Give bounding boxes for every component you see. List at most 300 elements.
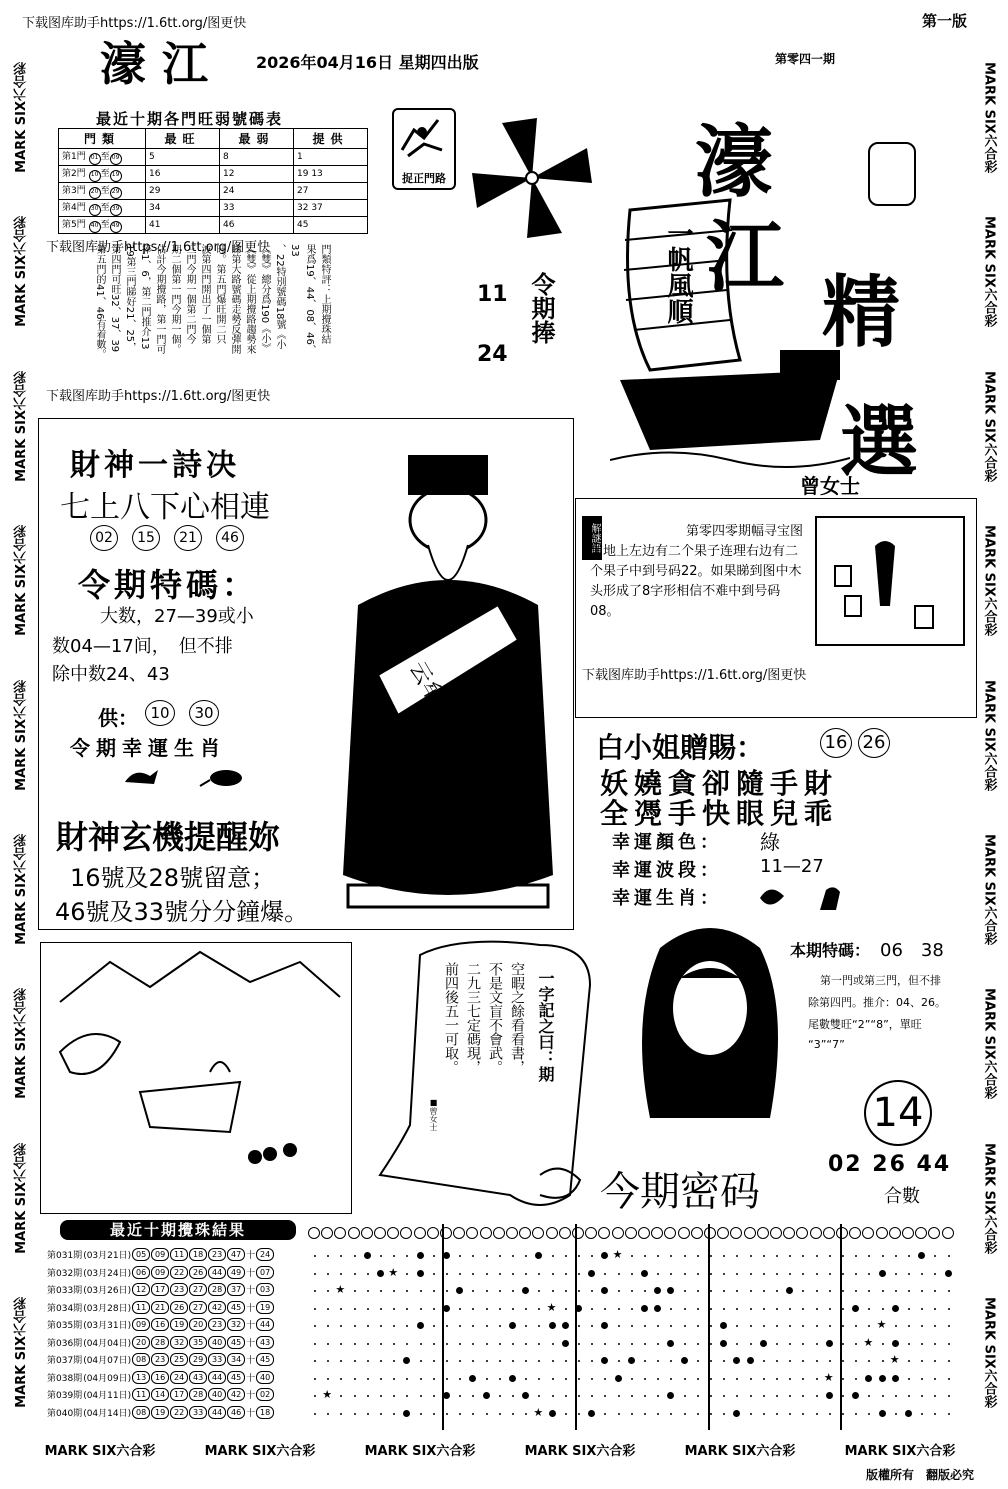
table-row	[47, 1388, 274, 1401]
empty-dot	[512, 1395, 514, 1397]
empty-dot	[697, 1273, 699, 1275]
empty-dot	[314, 1308, 316, 1310]
empty-dot	[591, 1378, 593, 1380]
empty-dot	[578, 1290, 580, 1292]
empty-dot	[921, 1360, 923, 1362]
empty-dot	[670, 1360, 672, 1362]
special-text-3: 除中数24、43	[52, 664, 170, 685]
special-ball: 18	[256, 1406, 274, 1419]
empty-dot	[697, 1308, 699, 1310]
number-ball: 40	[208, 1336, 226, 1349]
drawn-number-dot	[667, 1392, 674, 1399]
empty-dot	[433, 1255, 435, 1257]
empty-dot	[367, 1395, 369, 1397]
empty-dot	[723, 1308, 725, 1310]
drawn-number-dot	[628, 1357, 635, 1364]
empty-dot	[736, 1325, 738, 1327]
column-number-marker	[876, 1227, 888, 1239]
empty-dot	[670, 1413, 672, 1415]
jingxuan-char-1: 濠	[695, 117, 774, 208]
column-number-marker	[559, 1227, 571, 1239]
empty-dot	[908, 1255, 910, 1257]
number-ball: 08	[132, 1406, 150, 1419]
empty-dot	[314, 1290, 316, 1292]
table-row	[47, 1353, 274, 1366]
empty-dot	[657, 1395, 659, 1397]
empty-dot	[657, 1325, 659, 1327]
number-ball: 49	[227, 1266, 245, 1279]
drawn-number-dot	[483, 1392, 490, 1399]
empty-dot	[631, 1290, 633, 1292]
drawn-number-dot	[522, 1392, 529, 1399]
table-row	[47, 1406, 274, 1419]
empty-dot	[802, 1255, 804, 1257]
empty-dot	[816, 1378, 818, 1380]
zodiac-animals-icon	[120, 762, 260, 792]
empty-dot	[591, 1308, 593, 1310]
empty-dot	[486, 1308, 488, 1310]
empty-dot	[723, 1255, 725, 1257]
empty-dot	[895, 1273, 897, 1275]
caishen-poem: 七上八下心相連	[60, 490, 270, 525]
empty-dot	[763, 1273, 765, 1275]
empty-dot	[855, 1325, 857, 1327]
empty-dot	[380, 1395, 382, 1397]
empty-dot	[855, 1360, 857, 1362]
drawn-number-dot	[588, 1410, 595, 1417]
border-text: MARK SIX六合彩	[524, 1443, 636, 1459]
empty-dot	[393, 1290, 395, 1292]
empty-dot	[486, 1325, 488, 1327]
empty-dot	[763, 1308, 765, 1310]
number-ball: 10	[145, 700, 175, 726]
special-text-1: 大数，27—39或小	[100, 606, 254, 627]
comment-line: 波第四門開出了一個第	[199, 244, 210, 344]
empty-dot	[538, 1325, 540, 1327]
number-ball: 32	[227, 1318, 245, 1331]
to-label: 至	[100, 220, 110, 230]
empty-dot	[697, 1325, 699, 1327]
empty-dot	[776, 1255, 778, 1257]
column-number-marker	[730, 1227, 742, 1239]
empty-dot	[948, 1378, 950, 1380]
empty-dot	[895, 1255, 897, 1257]
number-ball: 33	[208, 1353, 226, 1366]
empty-dot	[802, 1413, 804, 1415]
number-ball: 44	[208, 1266, 226, 1279]
empty-dot	[802, 1360, 804, 1362]
empty-dot	[578, 1378, 580, 1380]
empty-dot	[802, 1325, 804, 1327]
number-ball: 45	[227, 1301, 245, 1314]
number-ball: 20	[189, 1318, 207, 1331]
plus-sign: 十	[246, 1373, 256, 1384]
comment-line: 門類特評：上期攪珠結	[319, 244, 330, 344]
empty-dot	[406, 1395, 408, 1397]
empty-dot	[459, 1273, 461, 1275]
empty-dot	[327, 1325, 329, 1327]
empty-dot	[776, 1413, 778, 1415]
comment-line: 、22特別號碼18號《小	[274, 244, 285, 350]
border-text: MARK SIX六合彩	[981, 370, 997, 482]
empty-dot	[499, 1395, 501, 1397]
door-from: 10	[89, 170, 101, 182]
number-ball: 11	[170, 1248, 188, 1261]
empty-dot	[842, 1343, 844, 1345]
empty-dot	[486, 1290, 488, 1292]
border-text: MARK SIX六合彩	[13, 988, 29, 1100]
comment-line: 睇第大路號碼走勢反彈開	[229, 244, 240, 354]
drawn-number-dot	[892, 1305, 899, 1312]
empty-dot	[697, 1360, 699, 1362]
plus-sign: 十	[246, 1408, 256, 1419]
plus-sign: 十	[246, 1391, 256, 1401]
empty-dot	[314, 1255, 316, 1257]
number-ball: 25	[170, 1353, 188, 1366]
jingxuan-char-4: 選	[840, 397, 919, 488]
bang-number-1: 11	[477, 282, 508, 307]
miss-bai-numbers	[820, 728, 890, 758]
column-number-marker	[400, 1227, 412, 1239]
column-number-marker	[572, 1227, 584, 1239]
number-ball: 35	[189, 1336, 207, 1349]
drawn-number-dot	[945, 1270, 952, 1277]
empty-dot	[512, 1290, 514, 1292]
empty-dot	[459, 1413, 461, 1415]
empty-dot	[525, 1413, 527, 1415]
special-number-star: ★	[388, 1265, 399, 1279]
empty-dot	[670, 1378, 672, 1380]
drawn-number-dot	[892, 1375, 899, 1382]
column-number-marker	[321, 1227, 333, 1239]
empty-dot	[670, 1308, 672, 1310]
empty-dot	[736, 1395, 738, 1397]
door-name: 第2門	[62, 169, 86, 179]
empty-dot	[657, 1378, 659, 1380]
empty-dot	[829, 1308, 831, 1310]
weak-value: 33	[220, 200, 294, 217]
empty-dot	[882, 1255, 884, 1257]
empty-dot	[499, 1413, 501, 1415]
drawn-number-dot	[377, 1270, 384, 1277]
empty-dot	[644, 1360, 646, 1362]
table-row	[47, 1248, 274, 1261]
empty-dot	[499, 1308, 501, 1310]
empty-dot	[420, 1308, 422, 1310]
number-ball: 44	[208, 1371, 226, 1384]
number-ball: 19	[151, 1406, 169, 1419]
table-row	[59, 183, 368, 200]
drawn-number-dot	[403, 1410, 410, 1417]
jingxuan-author: 曾女士	[800, 474, 860, 498]
column-number-marker	[453, 1227, 465, 1239]
empty-dot	[499, 1325, 501, 1327]
empty-dot	[552, 1273, 554, 1275]
empty-dot	[816, 1395, 818, 1397]
empty-dot	[644, 1343, 646, 1345]
empty-dot	[829, 1255, 831, 1257]
border-text: MARK SIX六合彩	[13, 216, 29, 328]
drawn-number-dot	[549, 1410, 556, 1417]
drawn-number-dot	[443, 1392, 450, 1399]
empty-dot	[921, 1273, 923, 1275]
drawn-number-dot	[443, 1252, 450, 1259]
column-number-marker	[480, 1227, 492, 1239]
empty-dot	[934, 1360, 936, 1362]
lucky-color-value: 綠	[760, 830, 780, 854]
issue-date: (03月21日)	[83, 1251, 132, 1261]
empty-dot	[895, 1395, 897, 1397]
empty-dot	[578, 1413, 580, 1415]
empty-dot	[618, 1360, 620, 1362]
empty-dot	[723, 1395, 725, 1397]
special-ball: 24	[256, 1248, 274, 1261]
scroll-signature: ■曾女士	[429, 1098, 438, 1131]
empty-dot	[538, 1378, 540, 1380]
right-border-strip	[978, 40, 1000, 1430]
empty-dot	[406, 1343, 408, 1345]
empty-dot	[684, 1273, 686, 1275]
drawn-number-dot	[681, 1357, 688, 1364]
pinwheel-logo	[462, 108, 602, 248]
table-row	[47, 1318, 274, 1331]
empty-dot	[842, 1395, 844, 1397]
empty-dot	[472, 1255, 474, 1257]
empty-dot	[921, 1378, 923, 1380]
empty-dot	[842, 1325, 844, 1327]
border-text: MARK SIX六合彩	[13, 833, 29, 945]
plus-sign: 十	[246, 1338, 256, 1349]
empty-dot	[618, 1273, 620, 1275]
column-number-marker	[744, 1227, 756, 1239]
table-row	[47, 1336, 274, 1349]
comment-line: 旺。第五門爆旺開二只	[214, 244, 225, 344]
door-to: 39	[110, 204, 122, 216]
empty-dot	[842, 1308, 844, 1310]
empty-dot	[327, 1290, 329, 1292]
door-to: 09	[110, 153, 122, 165]
empty-dot	[486, 1255, 488, 1257]
empty-dot	[591, 1395, 593, 1397]
tip-value: 45	[294, 217, 368, 234]
empty-dot	[802, 1290, 804, 1292]
number-ball: 23	[151, 1353, 169, 1366]
drawn-number-dot	[879, 1375, 886, 1382]
number-ball: 14	[151, 1388, 169, 1401]
special-number-star: ★	[823, 1370, 834, 1384]
lady-portrait-illustration	[620, 918, 800, 1128]
column-number-marker	[902, 1227, 914, 1239]
empty-dot	[538, 1308, 540, 1310]
empty-dot	[842, 1378, 844, 1380]
empty-dot	[591, 1360, 593, 1362]
lucky-color-label: 幸運顏色：	[612, 832, 722, 853]
empty-dot	[948, 1325, 950, 1327]
empty-dot	[697, 1255, 699, 1257]
empty-dot	[512, 1273, 514, 1275]
bang-number-2: 24	[477, 342, 508, 367]
empty-dot	[684, 1255, 686, 1257]
special-circle-number: 14	[864, 1080, 932, 1146]
empty-dot	[327, 1343, 329, 1345]
empty-dot	[499, 1290, 501, 1292]
empty-dot	[750, 1378, 752, 1380]
empty-dot	[393, 1255, 395, 1257]
empty-dot	[538, 1290, 540, 1292]
special-number-star: ★	[533, 1405, 544, 1419]
empty-dot	[829, 1413, 831, 1415]
hot-table-title: 最近十期各門旺弱號碼表	[96, 110, 284, 128]
column-number-marker	[506, 1227, 518, 1239]
empty-dot	[433, 1273, 435, 1275]
drawn-number-dot	[509, 1375, 516, 1382]
zodiac-snake-monkey-icon	[750, 880, 850, 916]
plus-sign: 十	[246, 1268, 256, 1279]
special-ball: 44	[256, 1318, 274, 1331]
empty-dot	[420, 1378, 422, 1380]
empty-dot	[340, 1360, 342, 1362]
empty-dot	[552, 1255, 554, 1257]
empty-dot	[354, 1413, 356, 1415]
empty-dot	[855, 1273, 857, 1275]
empty-dot	[934, 1273, 936, 1275]
catch-door-label: 捉正門路	[402, 172, 446, 185]
empty-dot	[459, 1325, 461, 1327]
drawn-number-dot	[733, 1410, 740, 1417]
empty-dot	[816, 1360, 818, 1362]
empty-dot	[354, 1395, 356, 1397]
empty-dot	[776, 1290, 778, 1292]
empty-dot	[393, 1378, 395, 1380]
number-ball: 28	[151, 1336, 169, 1349]
number-ball: 12	[132, 1283, 150, 1296]
empty-dot	[314, 1343, 316, 1345]
empty-dot	[327, 1273, 329, 1275]
empty-dot	[446, 1343, 448, 1345]
empty-dot	[908, 1325, 910, 1327]
drawn-number-dot	[522, 1287, 529, 1294]
empty-dot	[736, 1290, 738, 1292]
plus-sign: 十	[246, 1251, 256, 1261]
special-note-4: “3”“7”	[808, 1038, 845, 1051]
number-ball: 47	[227, 1248, 245, 1261]
empty-dot	[486, 1273, 488, 1275]
column-number-marker	[928, 1227, 940, 1239]
empty-dot	[921, 1395, 923, 1397]
drawn-number-dot	[641, 1270, 648, 1277]
border-text: MARK SIX六合彩	[364, 1443, 476, 1459]
empty-dot	[723, 1413, 725, 1415]
grid-divider	[575, 1224, 577, 1430]
drawn-number-dot	[892, 1340, 899, 1347]
number-ball: 05	[132, 1248, 150, 1261]
empty-dot	[684, 1290, 686, 1292]
empty-dot	[697, 1413, 699, 1415]
empty-dot	[908, 1290, 910, 1292]
empty-dot	[578, 1255, 580, 1257]
comment-line: 捧1、6，第二門推介13	[139, 244, 150, 350]
empty-dot	[406, 1325, 408, 1327]
empty-dot	[380, 1255, 382, 1257]
drawn-number-dot	[879, 1270, 886, 1277]
empty-dot	[948, 1413, 950, 1415]
issue-date: (04月07日)	[83, 1356, 132, 1366]
empty-dot	[816, 1273, 818, 1275]
empty-dot	[380, 1290, 382, 1292]
empty-dot	[354, 1273, 356, 1275]
remind-title: 財神玄機提醒妳	[56, 818, 281, 856]
empty-dot	[420, 1343, 422, 1345]
empty-dot	[921, 1290, 923, 1292]
empty-dot	[802, 1343, 804, 1345]
empty-dot	[776, 1273, 778, 1275]
puzzle-tag: 解謎語	[582, 516, 602, 560]
drawn-number-dot	[588, 1270, 595, 1277]
table-row	[47, 1371, 274, 1384]
empty-dot	[486, 1360, 488, 1362]
special-number-star: ★	[889, 1353, 900, 1366]
hot-value: 5	[146, 149, 220, 166]
empty-dot	[486, 1343, 488, 1345]
empty-dot	[340, 1308, 342, 1310]
empty-dot	[934, 1343, 936, 1345]
empty-dot	[393, 1308, 395, 1310]
empty-dot	[604, 1378, 606, 1380]
grid-divider	[442, 1224, 444, 1430]
empty-dot	[380, 1413, 382, 1415]
column-number-marker	[585, 1227, 597, 1239]
drawn-number-dot	[654, 1305, 661, 1312]
empty-dot	[393, 1395, 395, 1397]
empty-dot	[578, 1325, 580, 1327]
empty-dot	[657, 1360, 659, 1362]
special-number-star: ★	[335, 1283, 346, 1296]
empty-dot	[802, 1395, 804, 1397]
empty-dot	[684, 1413, 686, 1415]
empty-dot	[842, 1255, 844, 1257]
empty-dot	[816, 1308, 818, 1310]
comment-line: 第五門的41、46有着數。	[94, 244, 105, 360]
empty-dot	[789, 1343, 791, 1345]
empty-dot	[472, 1308, 474, 1310]
empty-dot	[446, 1273, 448, 1275]
empty-dot	[433, 1308, 435, 1310]
empty-dot	[565, 1308, 567, 1310]
landscape-rabbit-illustration	[40, 942, 350, 1212]
drawn-number-dot	[615, 1375, 622, 1382]
empty-dot	[406, 1290, 408, 1292]
empty-dot	[644, 1290, 646, 1292]
empty-dot	[420, 1395, 422, 1397]
table-header: 門類	[59, 129, 146, 149]
empty-dot	[670, 1255, 672, 1257]
empty-dot	[684, 1378, 686, 1380]
top-watermark: 下载图库助手https://1.6tt.org/图更快	[22, 16, 247, 31]
number-ball: 26	[858, 728, 890, 758]
empty-dot	[525, 1343, 527, 1345]
empty-dot	[829, 1325, 831, 1327]
special-text-2: 数04—17间， 但不排	[52, 636, 233, 657]
to-label: 至	[100, 186, 110, 196]
empty-dot	[710, 1290, 712, 1292]
number-ball: 27	[189, 1301, 207, 1314]
border-text: MARK SIX六合彩	[13, 370, 29, 482]
number-ball: 16	[820, 728, 852, 758]
empty-dot	[459, 1378, 461, 1380]
empty-dot	[829, 1273, 831, 1275]
issue-date: 2026年04月16日 星期四出版	[256, 53, 479, 72]
empty-dot	[934, 1395, 936, 1397]
